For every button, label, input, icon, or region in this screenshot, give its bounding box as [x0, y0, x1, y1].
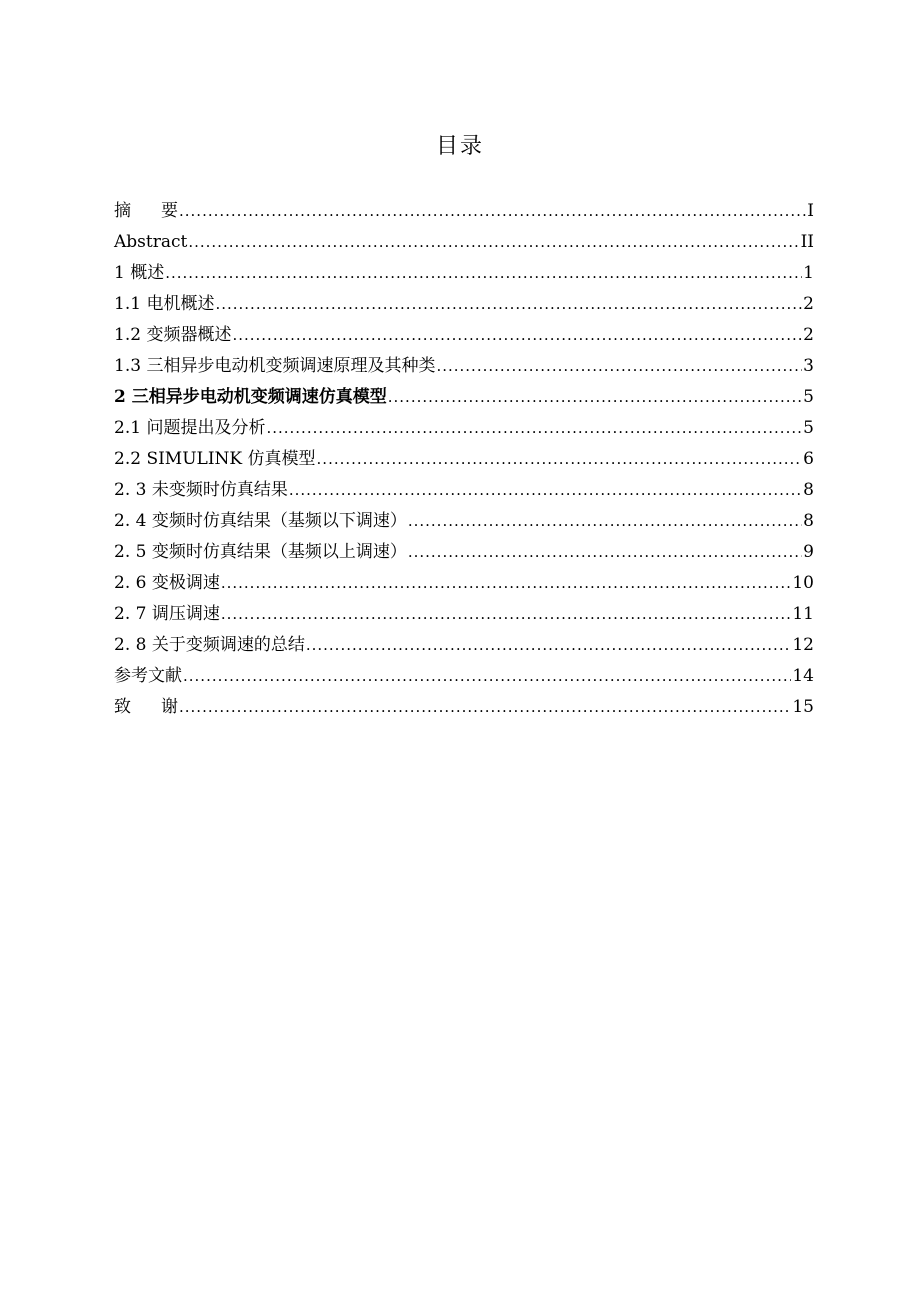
toc-dot-leader — [188, 227, 799, 258]
toc-entry-label: 1.1 电机概述 — [114, 294, 215, 314]
toc-entry-label: 2 三相异步电动机变频调速仿真模型 — [114, 387, 387, 407]
toc-dot-leader — [221, 568, 792, 599]
toc-entry-label: 摘要 — [114, 201, 208, 221]
toc-entry-label: 2. 7 调压调速 — [114, 604, 220, 624]
toc-entry-page: 15 — [792, 697, 814, 717]
toc-entry-label: Abstract — [114, 232, 188, 252]
toc-entry-label: 1.3 三相异步电动机变频调速原理及其种类 — [114, 356, 436, 376]
toc-dot-leader — [179, 692, 791, 723]
toc-entry-2-3[interactable] — [114, 475, 814, 506]
toc-entry-2-2[interactable] — [114, 444, 814, 475]
toc-entry-label: 2. 3 未变频时仿真结果 — [114, 480, 288, 500]
toc-dot-leader — [179, 196, 806, 227]
toc-entry-label: 2. 8 关于变频调速的总结 — [114, 635, 305, 655]
toc-dot-leader — [436, 351, 802, 382]
toc-dot-leader — [388, 382, 802, 413]
toc-entry-1[interactable] — [114, 258, 814, 289]
toc-entry-page: 9 — [803, 542, 814, 562]
toc-dot-leader — [165, 258, 802, 289]
toc-dot-leader — [306, 630, 792, 661]
toc-entry-page: 8 — [803, 480, 814, 500]
toc-entry-page: II — [800, 232, 814, 252]
toc-entry-page: 12 — [792, 635, 814, 655]
toc-entry-abstract-cn[interactable] — [114, 196, 814, 227]
table-of-contents — [114, 196, 814, 723]
toc-entry-2[interactable] — [114, 382, 814, 413]
toc-entry-label: 2. 4 变频时仿真结果（基频以下调速） — [114, 511, 407, 531]
toc-entry-label: 1.2 变频器概述 — [114, 325, 232, 345]
toc-entry-label: 2.2 SIMULINK 仿真模型 — [114, 449, 316, 469]
toc-entry-page: 11 — [792, 604, 814, 624]
toc-dot-leader — [408, 537, 802, 568]
toc-entry-2-7[interactable] — [114, 599, 814, 630]
toc-entry-label: 2. 6 变极调速 — [114, 573, 220, 593]
toc-entry-2-6[interactable] — [114, 568, 814, 599]
toc-entry-label: 参考文献 — [114, 666, 182, 686]
toc-entry-label: 2.1 问题提出及分析 — [114, 418, 266, 438]
toc-entry-page: 3 — [803, 356, 814, 376]
toc-entry-1-2[interactable] — [114, 320, 814, 351]
toc-entry-abstract-en[interactable] — [114, 227, 814, 258]
toc-entry-page: 10 — [792, 573, 814, 593]
toc-entry-references[interactable] — [114, 661, 814, 692]
toc-dot-leader — [221, 599, 792, 630]
toc-entry-label: 2. 5 变频时仿真结果（基频以上调速） — [114, 542, 407, 562]
toc-entry-page: 2 — [803, 325, 814, 345]
toc-dot-leader — [266, 413, 802, 444]
toc-entry-page: I — [807, 201, 814, 221]
toc-entry-acknowledgements[interactable] — [114, 692, 814, 723]
toc-entry-page: 8 — [803, 511, 814, 531]
toc-dot-leader — [408, 506, 802, 537]
toc-dot-leader — [317, 444, 803, 475]
toc-entry-2-4[interactable] — [114, 506, 814, 537]
toc-dot-leader — [289, 475, 802, 506]
toc-entry-label: 1 概述 — [114, 263, 165, 283]
toc-entry-1-3[interactable] — [114, 351, 814, 382]
toc-entry-label: 致谢 — [114, 697, 208, 717]
toc-entry-page: 14 — [792, 666, 814, 686]
toc-entry-page: 1 — [803, 263, 814, 283]
toc-dot-leader — [183, 661, 791, 692]
toc-entry-page: 5 — [803, 418, 814, 438]
toc-entry-page: 2 — [803, 294, 814, 314]
toc-entry-2-8[interactable] — [114, 630, 814, 661]
toc-entry-page: 5 — [803, 387, 814, 407]
toc-entry-page: 6 — [803, 449, 814, 469]
toc-dot-leader — [215, 289, 802, 320]
toc-entry-2-1[interactable] — [114, 413, 814, 444]
toc-dot-leader — [232, 320, 802, 351]
toc-entry-1-1[interactable] — [114, 289, 814, 320]
toc-entry-2-5[interactable] — [114, 537, 814, 568]
page-title: 目录 — [435, 134, 484, 159]
